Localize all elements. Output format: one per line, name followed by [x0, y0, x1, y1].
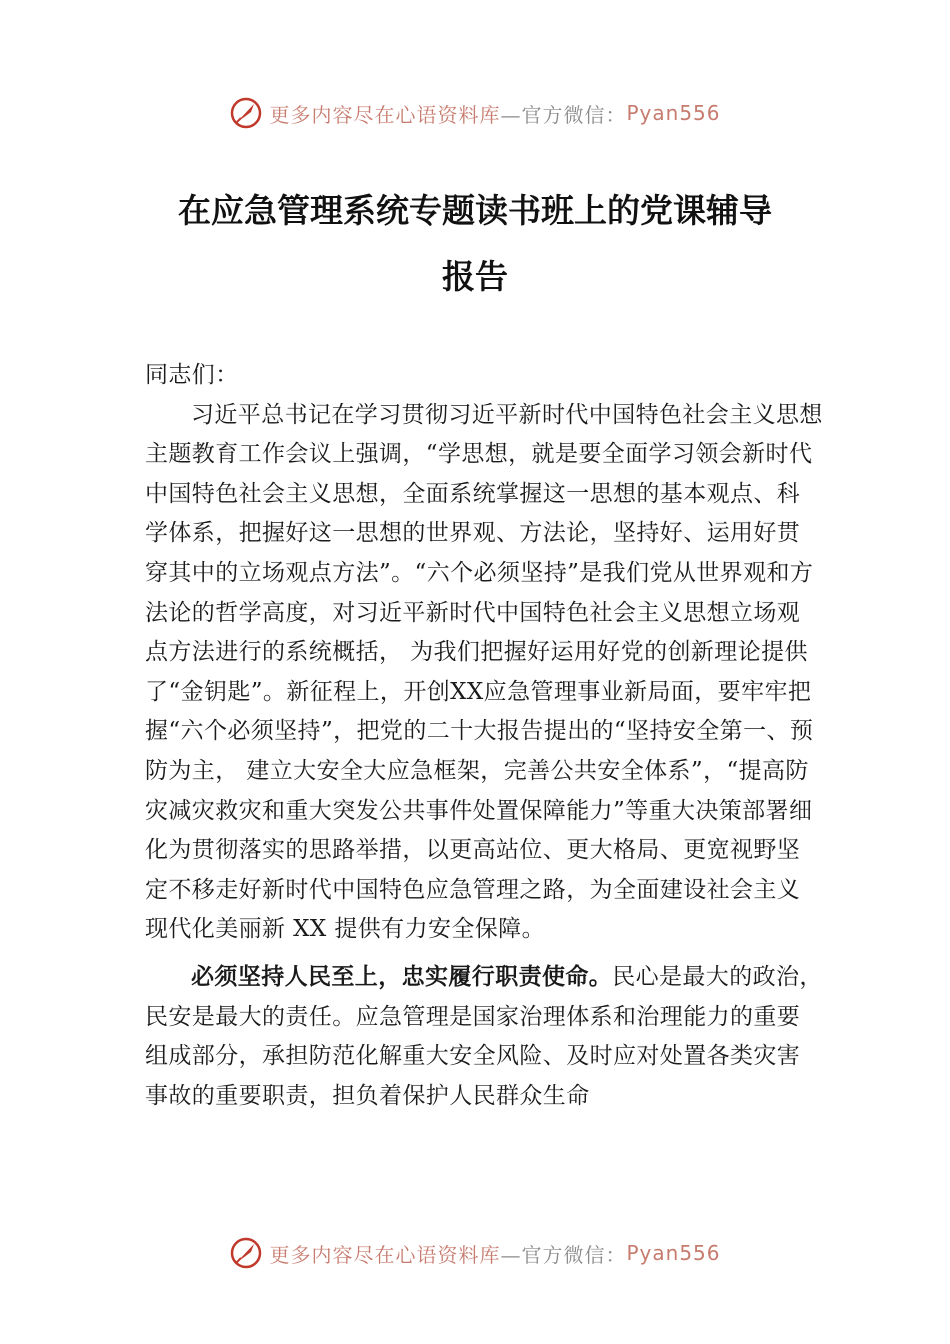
salutation: 同志们：	[145, 362, 239, 388]
document-title	[145, 178, 805, 310]
title-line-1: 在应急管理系统专题读书班上的党课辅导	[178, 191, 772, 230]
watermark-sub-text: —官方微信：	[500, 102, 627, 127]
quill-logo-icon	[229, 96, 263, 130]
paragraph-1: 习近平总书记在学习贯彻习近平新时代中国特色社会主义思想主题教育工作会议上强调，“学思想，就是要全面学习领会新时代中国特色社会主义思想，全面系统掌握这一思想的基本观点、科学体系，把握好这一思想的世界观、方法论，坚持好、运用好贯穿其中的立场观点方法”。“六个必须坚持”是我们党从世界观和方法论的哲学高度，对习近平新时代中国特色社会主义思想立场观点方法进行的系统概括， 为我们把握好运用好党的创新理论提供了“金钥匙”。新征程上，开创XX应急管理事业新局面，要牢牢把握“六个必须坚持”，把党的二十大报告提出的“坚持安全第一、预防为主， 建立大安全大应急框架，完善公共安全体系”，“提高防灾减灾救灾和重大突发公共事件处置保障能力”等重大决策部署细化为贯彻落实的思路举措，以更高站位、更大格局、更宽视野坚定不移走好新时代中国特色应急管理之路，为全面建设社会主义现代化美丽新 XX 提供有力安全保障。	[145, 401, 823, 943]
watermark-wechat-id: Pyan556	[626, 101, 721, 125]
paragraph-2	[145, 958, 823, 1116]
watermark-main-text: 更多内容尽在心语资料库	[269, 1242, 501, 1267]
title-line-2: 报告	[442, 257, 508, 296]
paragraph-2-text: 民心是最大的政治，民安是最大的责任。应急管理是国家治理体系和治理能力的重要组成部分，承担防范化解重大安全风险、及时应对处置各类灾害事故的重要职责，担负着保护人民群众生命	[145, 963, 823, 1109]
header-watermark	[0, 96, 950, 130]
quill-logo-icon	[229, 1236, 263, 1270]
paragraph-2-heading: 必须坚持人民至上，忠实履行职责使命。	[191, 963, 613, 990]
watermark-wechat-id: Pyan556	[626, 1241, 721, 1265]
footer-watermark	[0, 1236, 950, 1270]
document-body	[145, 356, 823, 1116]
watermark-sub-text: —官方微信：	[500, 1242, 627, 1267]
watermark-main-text: 更多内容尽在心语资料库	[269, 102, 501, 127]
